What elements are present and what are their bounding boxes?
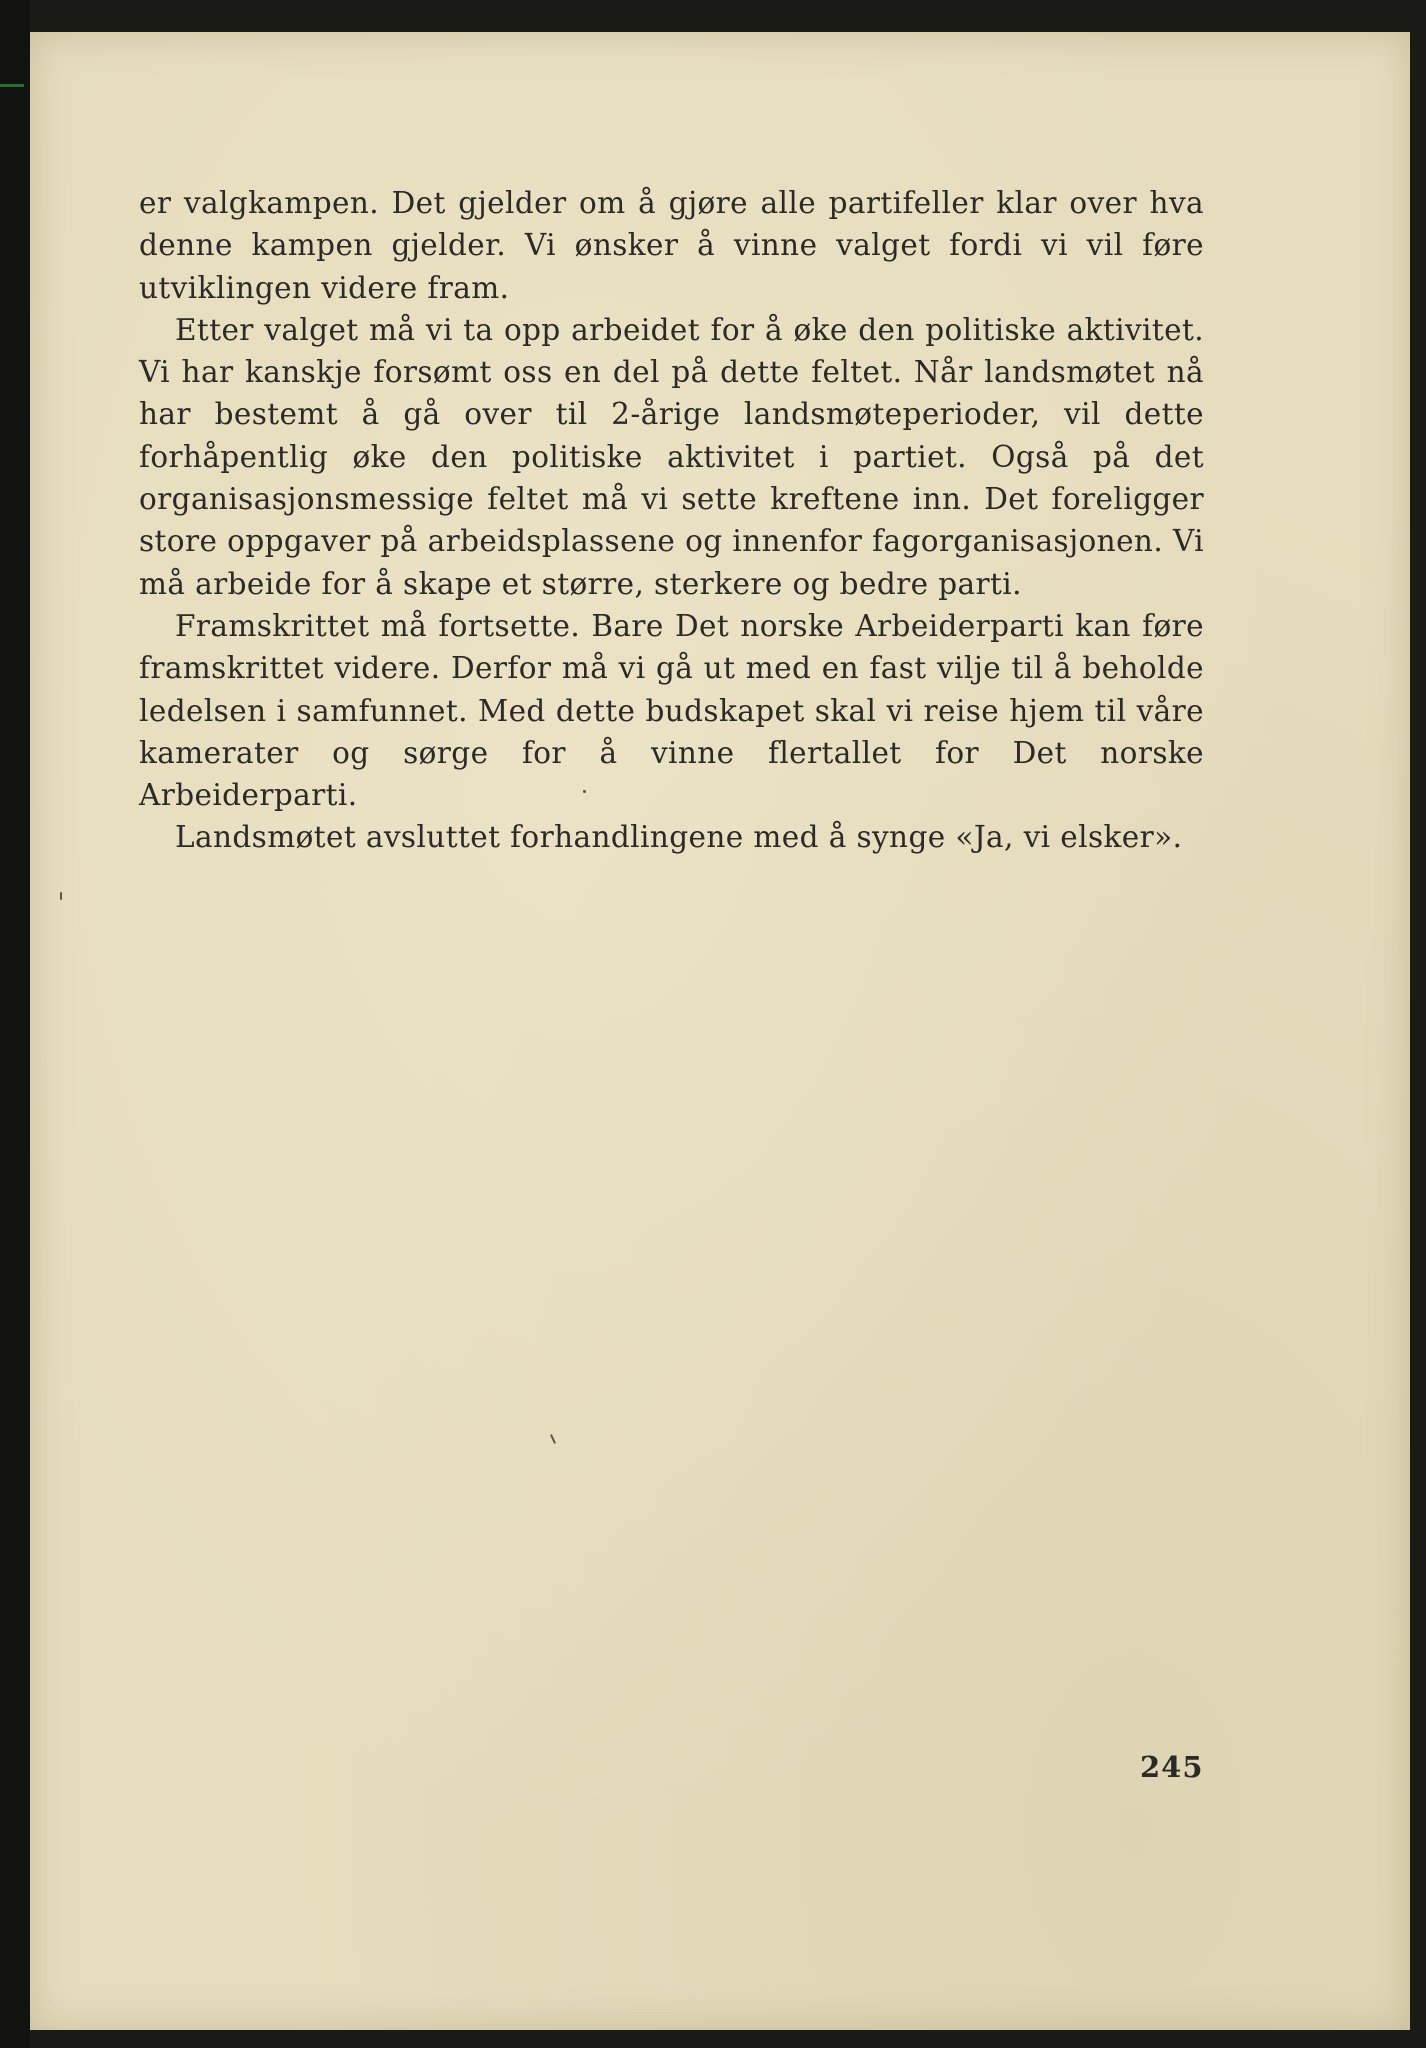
paper-speck [550, 1434, 556, 1444]
scan-marker [0, 84, 24, 87]
paper-speck [60, 892, 62, 900]
paragraph-1: er valgkampen. Det gjelder om å gjøre alle partifeller klar over hva denne kampen gjelder. Vi ønsker å vinne valget fordi vi vil føre utviklingen videre fram. [139, 186, 1204, 305]
paper-speck [583, 790, 586, 793]
document-page [30, 32, 1410, 2030]
paragraph-3: Framskrittet må fortsette. Bare Det norske Arbeiderparti kan føre framskrittet videre. Derfor må vi gå ut med en fast vilje til å beholde ledelsen i samfunnet. Med dette budskapet skal vi reise hjem til våre kamerater og sørge for å vinne flertallet for Det norske Arbeiderparti. [139, 608, 1204, 813]
body-text [139, 182, 1204, 859]
scan-border [0, 0, 30, 2048]
paragraph-2: Etter valget må vi ta opp arbeidet for å øke den politiske aktivitet. Vi har kanskje forsømt oss en del på dette feltet. Når landsmøtet nå har bestemt å gå over til 2-årige landsmøteperioder, vil dette forhåpentlig øke den politiske aktivitet i partiet. Også på det organisasjonsmessige feltet må vi sette kreftene inn. Det foreligger store oppgaver på arbeidsplassene og innenfor fagorganisasjonen. Vi må arbeide for å skape et større, sterkere og bedre parti. [139, 312, 1204, 601]
paragraph-4: Landsmøtet avsluttet forhandlingene med å synge «Ja, vi elsker». [175, 820, 1183, 855]
page-number: 245 [1140, 1750, 1204, 1784]
